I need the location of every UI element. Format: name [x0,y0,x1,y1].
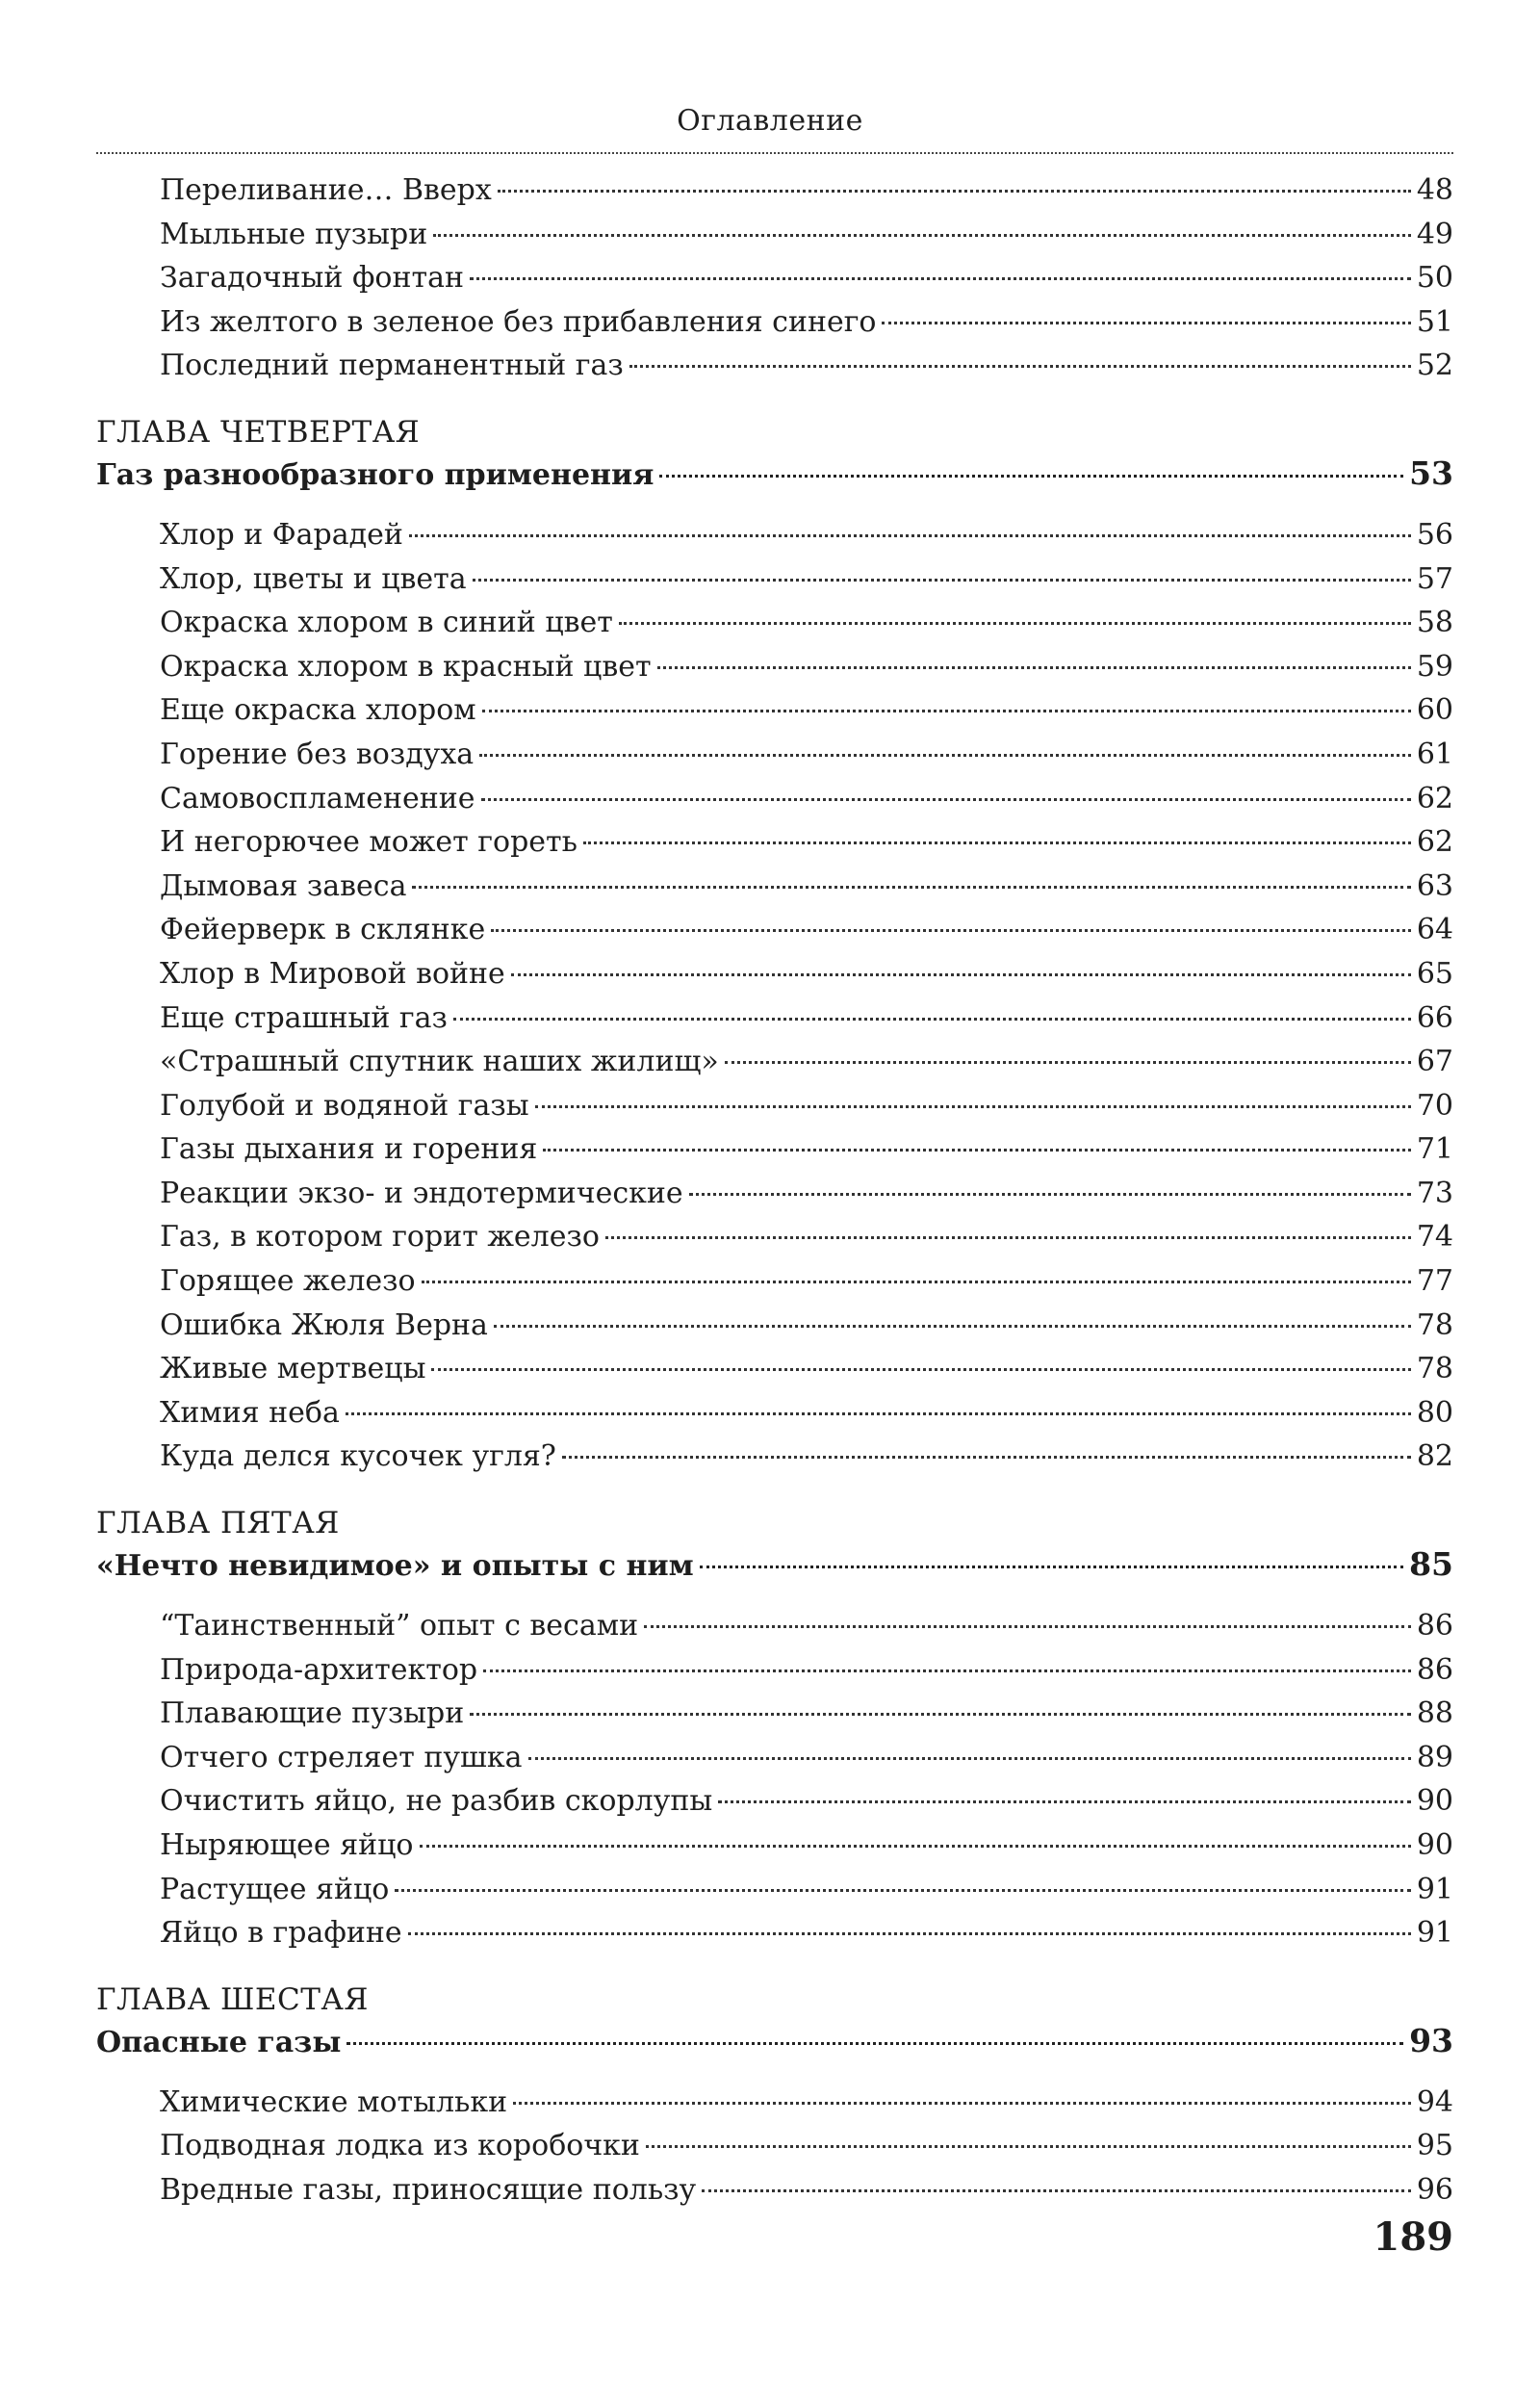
toc-entry-page: 91 [1416,1916,1453,1951]
toc-entry [96,606,1453,650]
toc-entry-title: Мыльные пузыри [160,217,428,251]
dot-leader [657,666,1411,669]
continued-entries [96,173,1453,393]
toc-entry-page: 89 [1416,1740,1453,1774]
toc-entry-page: 78 [1416,1352,1453,1386]
chapter-label: ГЛАВА ЧЕТВЕРТАЯ [96,414,421,450]
toc-entry [96,1177,1453,1221]
toc-entry-title: Химия неба [160,1395,340,1430]
toc-entry-page: 90 [1416,1828,1453,1862]
dot-leader [605,1236,1411,1239]
toc-entry-title: Очистить яйцо, не разбив скорлупы [160,1784,713,1819]
toc-entry-title: Последний перманентный газ [160,349,624,383]
toc-entry-title: Ошибка Жюля Верна [160,1307,488,1342]
header-dotted-rule [96,152,1453,154]
toc-entry-page: 64 [1416,913,1453,947]
toc-entry-page: 70 [1416,1088,1453,1123]
toc-entry-title: Живые мертвецы [160,1352,426,1386]
dot-leader [409,534,1411,537]
chapter-title-text: Газ разнообразного применения [96,457,654,492]
dot-leader [644,1625,1411,1628]
toc-entry-title: Реакции экзо- и эндотермические [160,1176,683,1210]
dot-leader [431,1368,1410,1371]
toc-entry-title: Еще окраска хлором [160,693,476,728]
toc-entry-page: 49 [1416,217,1453,251]
dot-leader [479,754,1411,757]
dot-leader [470,277,1411,280]
dot-leader [420,1845,1411,1848]
chapter-title-row [96,454,1453,510]
toc-entry-title: Растущее яйцо [160,1872,390,1906]
dot-leader [473,579,1411,582]
toc-entry [96,1696,1453,1741]
dot-leader [535,1105,1411,1108]
toc-entry-page: 86 [1416,1609,1453,1643]
toc-entry-page: 52 [1416,349,1453,383]
toc-entry-title: Горение без воздуха [160,737,475,771]
toc-entry [96,518,1453,562]
chapter-section [96,1501,1453,1960]
toc-entry [96,913,1453,957]
chapter-title-text: Опасные газы [96,2025,342,2059]
dot-leader [725,1061,1411,1064]
toc-entry-title: Фейерверк в склянке [160,913,486,947]
dot-leader [718,1800,1411,1803]
toc-entry [96,825,1453,869]
toc-entry [96,2173,1453,2217]
toc-entry-title: Окраска хлором в красный цвет [160,649,652,684]
toc-entry [96,305,1453,349]
chapter-title-row [96,1545,1453,1601]
dot-leader [483,1669,1411,1672]
dot-leader [481,798,1411,801]
chapter-page-number: 85 [1409,1545,1453,1584]
chapter-title-row [96,2022,1453,2078]
dot-leader [433,234,1411,237]
dot-leader [408,1932,1411,1935]
toc-entry [96,1916,1453,1960]
toc-entry-title: Из желтого в зеленое без прибавления синего [160,304,877,339]
dot-leader [395,1889,1410,1892]
toc-entry-title: Хлор, цветы и цвета [160,561,467,596]
dot-leader [619,622,1411,625]
toc-entry-title: Отчего стреляет пушка [160,1740,523,1774]
dot-leader [470,1713,1411,1716]
dot-leader [646,2145,1411,2148]
toc-entry [96,2129,1453,2173]
toc-entry-title: Хлор в Мировой войне [160,956,505,991]
chapter-page-number: 93 [1409,2021,1453,2059]
toc-entry-page: 95 [1416,2129,1453,2163]
dot-leader [494,1325,1411,1328]
toc-entry [96,738,1453,782]
toc-entry-page: 50 [1416,261,1453,296]
dot-leader [453,1018,1411,1021]
toc-entry-page: 62 [1416,781,1453,815]
toc-entry-title: Переливание… Вверх [160,173,492,207]
toc-entry-page: 78 [1416,1307,1453,1342]
toc-entry-page: 51 [1416,304,1453,339]
toc-entry-page: 62 [1416,825,1453,860]
toc-entry [96,1264,1453,1308]
toc-entry [96,1220,1453,1264]
toc-entry-page: 59 [1416,649,1453,684]
toc-entry [96,1045,1453,1089]
dot-leader [882,322,1410,324]
toc-entry-page: 60 [1416,693,1453,728]
dot-leader [482,710,1411,712]
toc-entry [96,173,1453,218]
dot-leader [511,973,1411,976]
toc-entry-title: Химические мотыльки [160,2084,508,2119]
toc-entry-page: 66 [1416,1000,1453,1035]
toc-entry-title: Яйцо в графине [160,1916,402,1951]
toc-entry-title: Плавающие пузыри [160,1696,465,1731]
toc-entry [96,693,1453,738]
toc-entry-page: 82 [1416,1439,1453,1474]
toc-entry-page: 90 [1416,1784,1453,1819]
toc-entry [96,869,1453,914]
toc-entry-page: 80 [1416,1395,1453,1430]
toc-entry-page: 86 [1416,1652,1453,1687]
toc-entry-page: 94 [1416,2084,1453,2119]
running-head: Оглавление [677,104,863,138]
toc-entry [96,1741,1453,1785]
toc-entry-page: 48 [1416,173,1453,207]
dot-leader [498,190,1411,193]
toc-entry [96,218,1453,262]
toc-entry-page: 91 [1416,1872,1453,1906]
chapter-page-number: 53 [1409,453,1453,492]
dot-leader [629,365,1411,368]
toc-entry [96,1001,1453,1046]
toc-entry-title: И негорючее может гореть [160,825,578,860]
toc-entry-title: Горящее железо [160,1264,416,1299]
dot-leader [346,2042,1403,2045]
page-number: 189 [1373,2214,1453,2260]
toc-entry-page: 67 [1416,1045,1453,1079]
toc-entry-title: “Таинственный” опыт с весами [160,1609,639,1643]
toc-entry-title: Хлор и Фарадей [160,517,403,552]
toc-entry [96,1653,1453,1697]
toc-entry [96,261,1453,305]
toc-entry-title: Ныряющее яйцо [160,1828,414,1862]
toc-entry-page: 77 [1416,1264,1453,1299]
chapter-label: ГЛАВА ПЯТАЯ [96,1506,340,1541]
dot-leader [689,1193,1411,1196]
toc-entry-page: 57 [1416,561,1453,596]
toc-entry-title: «Страшный спутник наших жилищ» [160,1045,719,1079]
toc-entry-title: Загадочный фонтан [160,261,464,296]
toc-entry [96,1396,1453,1440]
toc-entry [96,562,1453,607]
toc-entry-title: Окраска хлором в синий цвет [160,606,613,640]
toc-entry [96,1828,1453,1873]
chapter-title-text: «Нечто невидимое» и опыты с ним [96,1549,694,1584]
toc-entry [96,957,1453,1001]
toc-entry [96,1089,1453,1133]
toc-entry-title: Природа-архитектор [160,1652,478,1687]
toc-entry-title: Газы дыхания и горения [160,1132,538,1167]
chapter-section [96,1978,1453,2217]
dot-leader [346,1412,1411,1415]
dot-leader [583,841,1411,844]
toc-entry [96,650,1453,694]
dot-leader [702,2189,1411,2192]
toc-entry-title: Подводная лодка из коробочки [160,2129,640,2163]
toc-entry [96,1873,1453,1917]
chapter-section [96,410,1453,1484]
toc-entry-title: Еще страшный газ [160,1000,448,1035]
toc-entry-page: 61 [1416,737,1453,771]
toc-entry [96,1784,1453,1828]
toc-entry-title: Газ, в котором горит железо [160,1220,600,1255]
toc-entry [96,1439,1453,1484]
dot-leader [562,1456,1411,1459]
toc-entry-page: 73 [1416,1176,1453,1210]
toc-entry [96,2085,1453,2130]
dot-leader [528,1757,1411,1760]
toc-entry-title: Самовоспламенение [160,781,475,815]
dot-leader [513,2102,1411,2105]
toc-entry-page: 63 [1416,868,1453,903]
toc-entry [96,349,1453,393]
dot-leader [412,886,1410,889]
toc-entry [96,1609,1453,1653]
toc-entry-title: Дымовая завеса [160,868,407,903]
toc-entry-page: 88 [1416,1696,1453,1731]
toc-entry-title: Куда делся кусочек угля? [160,1439,556,1474]
toc-entry [96,1352,1453,1396]
dot-leader [422,1281,1411,1283]
toc-entry [96,1132,1453,1177]
toc-entry-page: 74 [1416,1220,1453,1255]
chapter-label: ГЛАВА ШЕСТАЯ [96,1981,369,2017]
dot-leader [491,929,1411,932]
toc-entry-title: Вредные газы, приносящие пользу [160,2172,697,2207]
dot-leader [700,1566,1403,1568]
toc-entry-page: 65 [1416,956,1453,991]
toc-entry-page: 58 [1416,606,1453,640]
dot-leader [659,475,1403,478]
toc-entry [96,782,1453,826]
toc-entry [96,1308,1453,1353]
toc-entry-page: 96 [1416,2172,1453,2207]
toc-entry-title: Голубой и водяной газы [160,1088,529,1123]
toc-entry-page: 71 [1416,1132,1453,1167]
table-of-contents [96,173,1453,2217]
toc-entry-page: 56 [1416,517,1453,552]
dot-leader [543,1149,1410,1152]
